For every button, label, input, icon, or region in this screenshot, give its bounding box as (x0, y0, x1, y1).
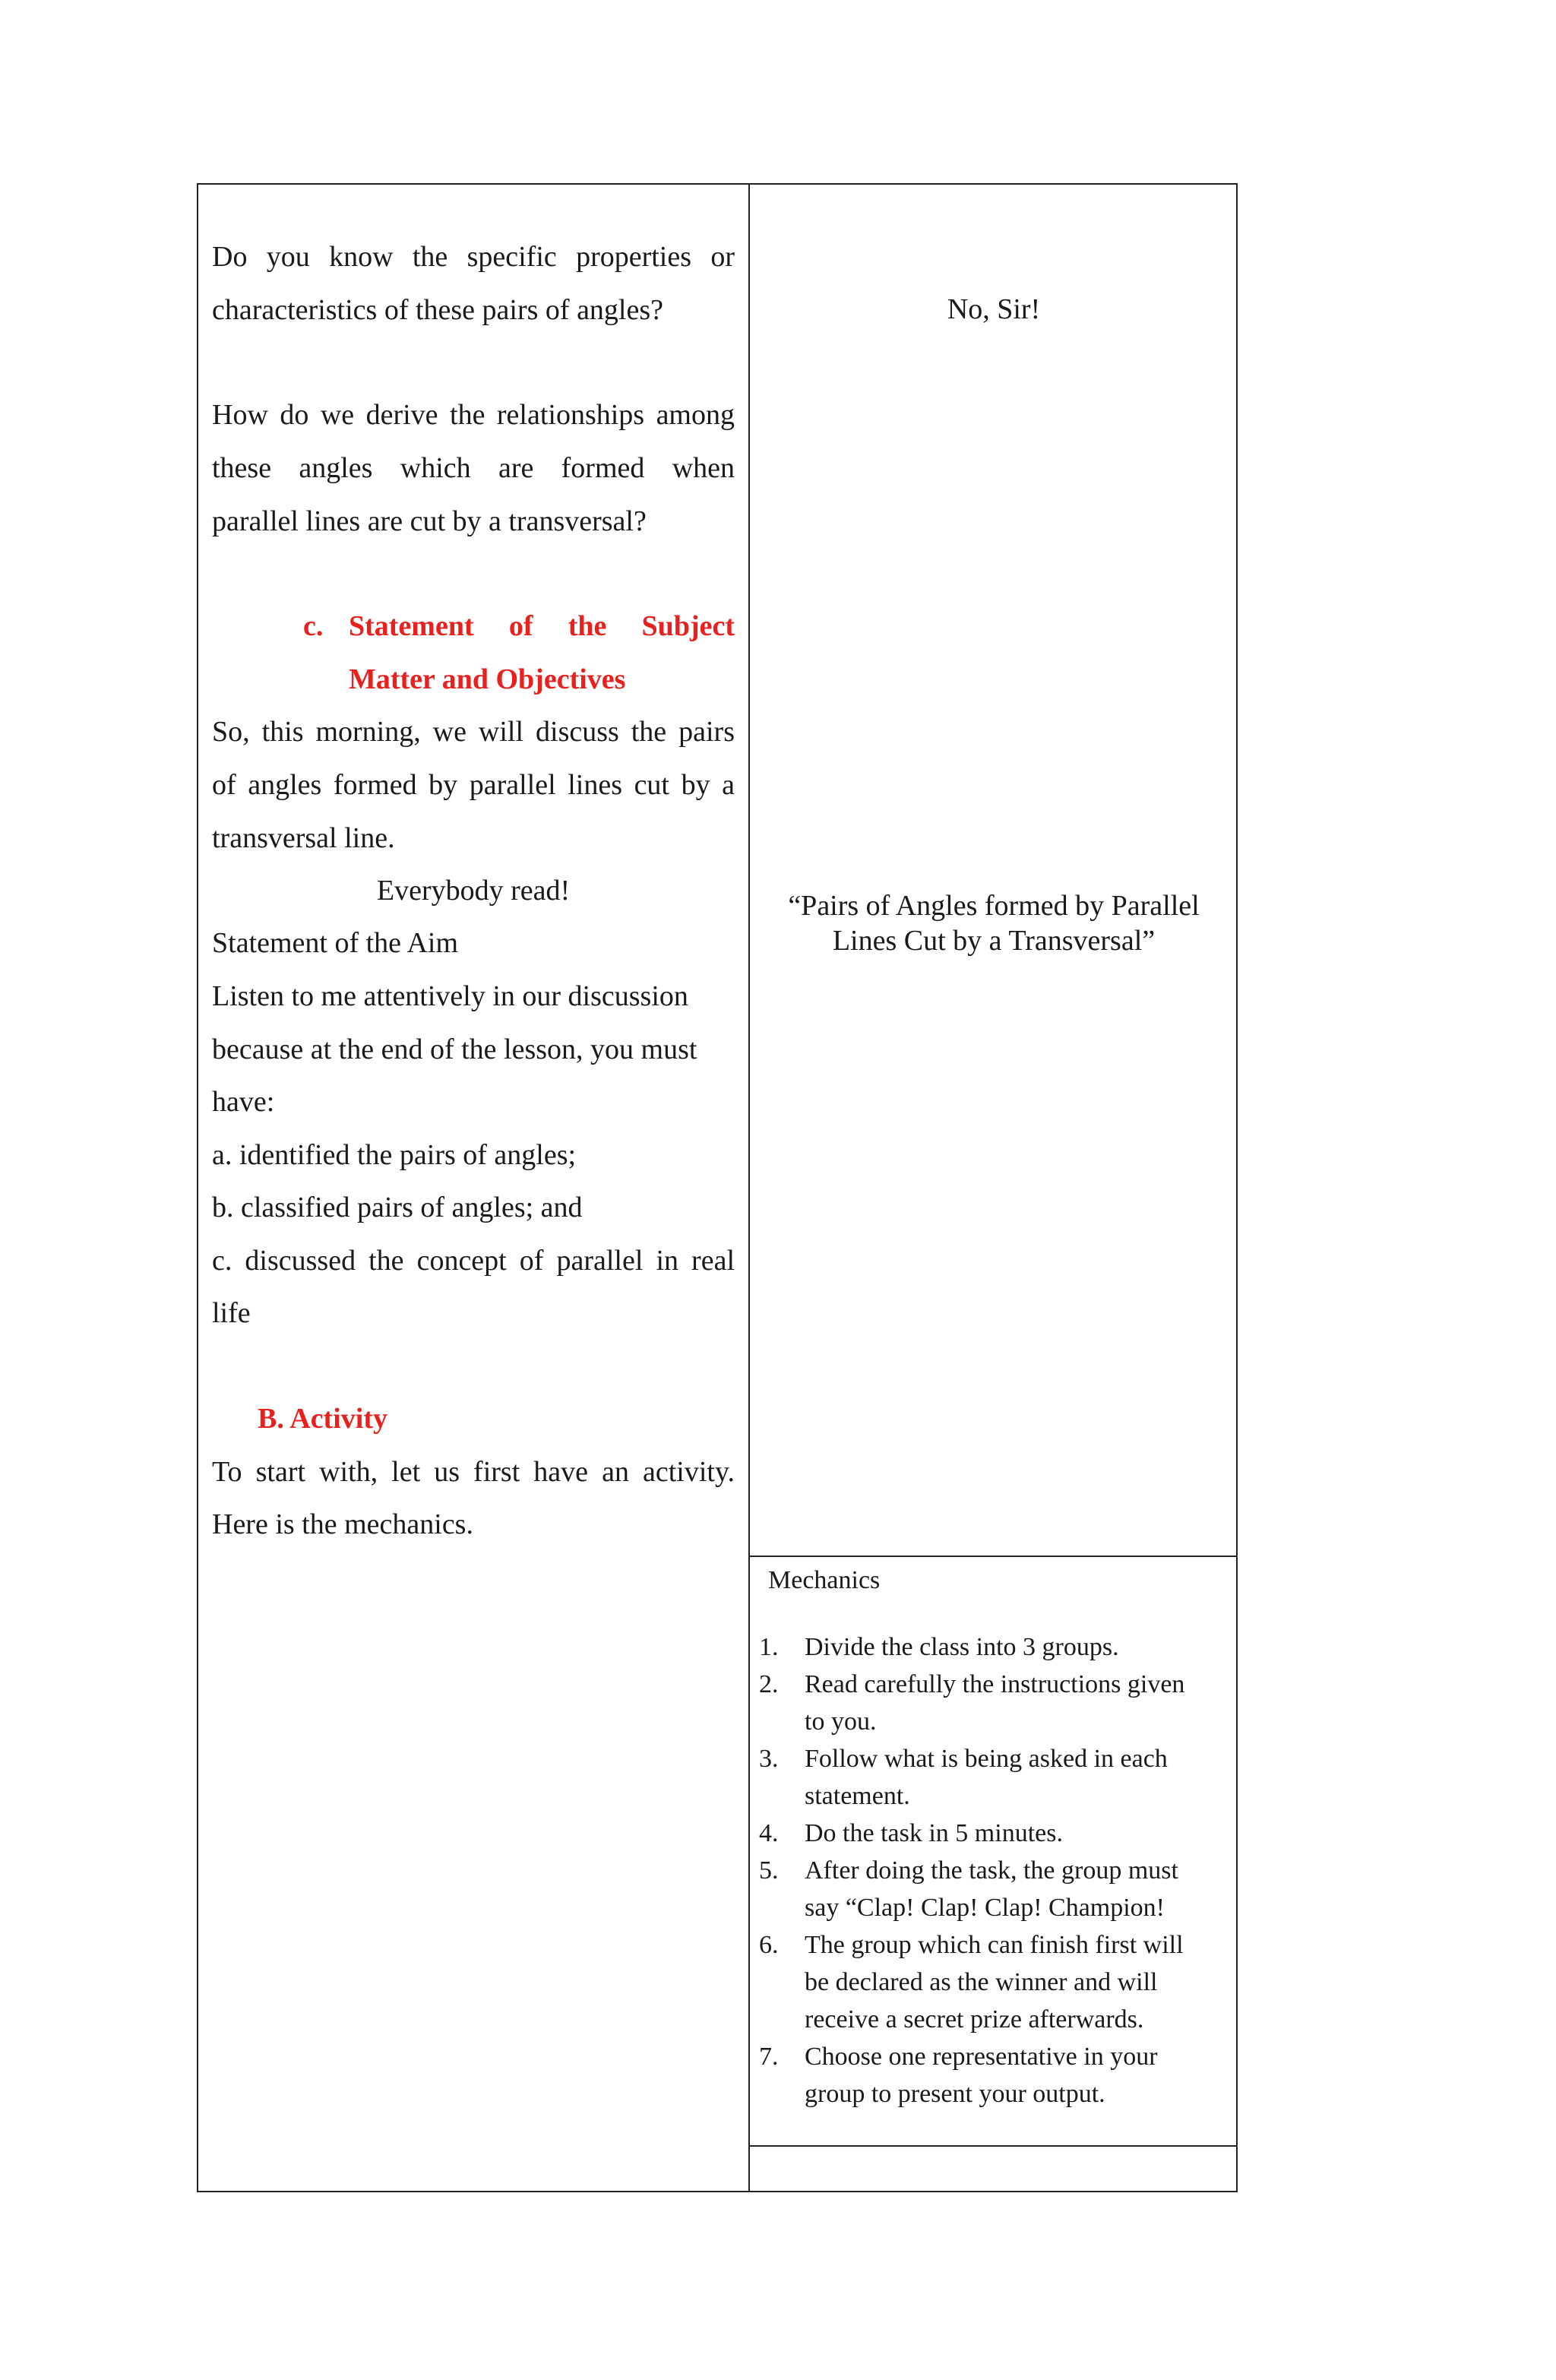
activity-intro-line-2: Here is the mechanics. (212, 1508, 473, 1540)
mechanics-title: Mechanics (768, 1566, 881, 1594)
heading-c-line-2: Matter and Objectives (349, 663, 626, 695)
row-divider-mechanics (749, 1556, 1238, 1557)
mechanics-item-number: 4. (759, 1819, 779, 1847)
lesson-plan-table (197, 183, 1238, 2192)
mechanics-item-number: 3. (759, 1745, 779, 1773)
statement-of-aim: Statement of the Aim (212, 927, 459, 959)
mechanics-item-text: receive a secret prize afterwards. (805, 2005, 1144, 2033)
mechanics-item (759, 1628, 1215, 1666)
statement-line-3: transversal line. (212, 822, 395, 854)
mechanics-item-text: group to present your output. (805, 2080, 1105, 2108)
question-properties-line-2: characteristics of these pairs of angles? (212, 294, 664, 326)
mechanics-item (759, 1815, 1215, 1852)
aim-line-2: because at the end of the lesson, you must (212, 1033, 697, 1065)
objective-c-line-2: life (212, 1297, 251, 1329)
mechanics-item-text: The group which can finish first will (805, 1931, 1184, 1959)
heading-b-activity: B. Activity (258, 1403, 387, 1435)
row-divider-bottom (749, 2145, 1238, 2147)
answer-no-sir: No, Sir! (947, 293, 1041, 325)
question-derive-line-3: parallel lines are cut by a transversal? (212, 505, 647, 537)
mechanics-item-text: Follow what is being asked in each (805, 1745, 1168, 1773)
statement-line-2: of angles formed by parallel lines cut by a (212, 769, 735, 801)
mechanics-item-number: 2. (759, 1670, 779, 1698)
answer-title-line-2: Lines Cut by a Transversal” (832, 925, 1156, 957)
statement-line-1: So, this morning, we will discuss the pairs (212, 716, 735, 748)
mechanics-item-number: 1. (759, 1633, 779, 1661)
activity-intro-line-1: To start with, let us first have an activity. (212, 1456, 735, 1488)
mechanics-item-text: Do the task in 5 minutes. (805, 1819, 1063, 1847)
mechanics-item-text: statement. (805, 1782, 910, 1810)
question-derive-line-2: these angles which are formed when (212, 452, 735, 484)
answer-title-line-1: “Pairs of Angles formed by Parallel (788, 890, 1200, 922)
mechanics-item-text: After doing the task, the group must (805, 1856, 1178, 1885)
mechanics-item-text: to you. (805, 1707, 877, 1736)
everybody-read: Everybody read! (376, 875, 571, 907)
mechanics-item-text: Divide the class into 3 groups. (805, 1633, 1119, 1661)
objective-b: b. classified pairs of angles; and (212, 1192, 583, 1223)
mechanics-item-number: 6. (759, 1931, 779, 1959)
aim-line-1: Listen to me attentively in our discussion (212, 980, 688, 1012)
heading-c-marker: c. (303, 610, 324, 642)
mechanics-item (759, 1852, 1215, 1926)
question-properties-line-1: Do you know the specific properties or (212, 241, 735, 273)
objective-a: a. identified the pairs of angles; (212, 1139, 577, 1171)
mechanics-item-text: say “Clap! Clap! Clap! Champion! (805, 1894, 1165, 1922)
objective-c-line-1: c. discussed the concept of parallel in real (212, 1245, 735, 1277)
mechanics-list (759, 1628, 1215, 2113)
aim-line-3: have: (212, 1086, 275, 1118)
mechanics-item-number: 5. (759, 1856, 779, 1885)
mechanics-item-text: Read carefully the instructions given (805, 1670, 1185, 1698)
question-derive-line-1: How do we derive the relationships among (212, 399, 735, 431)
mechanics-item (759, 1740, 1215, 1815)
mechanics-item-text: be declared as the winner and will (805, 1968, 1158, 1996)
mechanics-item (759, 1666, 1215, 1740)
mechanics-item-text: Choose one representative in your (805, 2043, 1158, 2071)
mechanics-item-number: 7. (759, 2043, 779, 2071)
mechanics-item (759, 2038, 1215, 2113)
mechanics-item (759, 1926, 1215, 2038)
column-divider (748, 185, 750, 2191)
heading-c-line-1: Statement of the Subject (349, 610, 735, 642)
